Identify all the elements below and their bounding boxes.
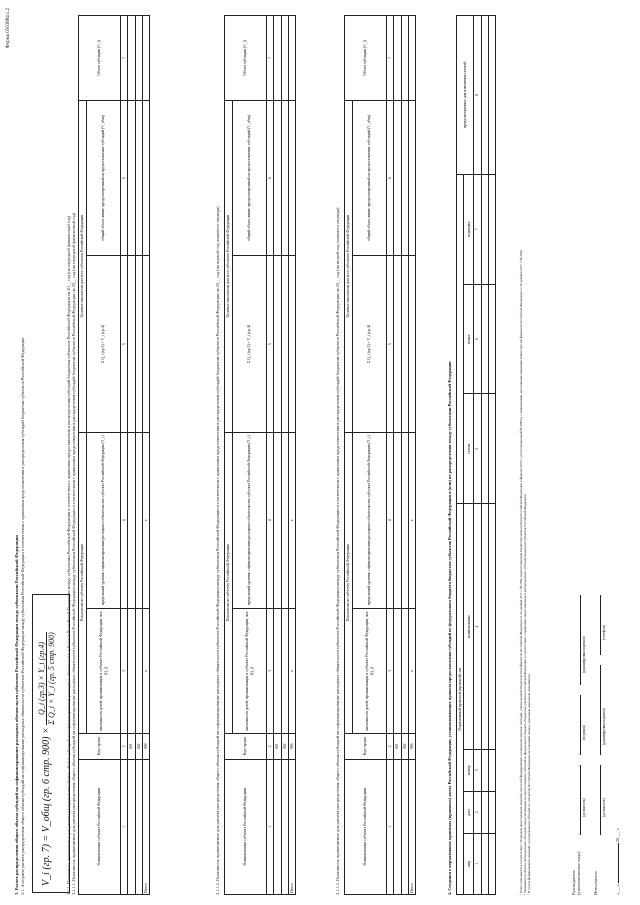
table-cell (281, 100, 288, 256)
t1-total-label: Итого (143, 759, 150, 894)
t2-n6: 6 (267, 100, 274, 256)
table-cell (128, 432, 135, 608)
t1-head-group-indicators: Показатели по субъекту Российской Федерации (79, 432, 87, 733)
table-cell (488, 394, 495, 504)
table-cell (488, 174, 495, 284)
table-cell (128, 608, 135, 733)
t4-n1: 1 (474, 833, 481, 894)
t2-total-code: 900 (289, 734, 296, 759)
table-cell (289, 16, 296, 101)
t4-n4: 4 (474, 504, 481, 750)
t1-n2: 2 (121, 734, 128, 759)
t2-n4: 4 (267, 432, 274, 608)
t4-n3: 3 (474, 749, 481, 791)
head-fio-caption: (расшифровка подписи) (582, 636, 586, 673)
table-cell (488, 16, 495, 175)
table-cell (394, 256, 401, 432)
t3-n4: 4 (387, 432, 394, 608)
t2-head-col3: численность детей, проживающих в субъекте Российской Федерации, чел. (Q_i) (233, 608, 267, 733)
table-cell (481, 394, 488, 504)
t2-head-col7: Объем субсидии (V_i) (225, 16, 267, 101)
footnote-2: ² Указываются объем и распределение субсидий, предусмотренные на предоставление субсидий из федерального бюджета бюджетам субъектов Российской Федерации в соответствии с правилами предоставления и распределения субсидий бюджетам субъектов Российской Федерации (522, 494, 527, 895)
t3-total-x2: x (409, 432, 416, 608)
t2-head-group-indicators: Показатели по субъекту Российской Федерации (225, 432, 233, 733)
t1-head-code: Код строки (79, 734, 121, 759)
table-cell (128, 256, 135, 432)
t2-head-name: Наименование субъекта Российской Федерации (225, 759, 267, 894)
table-cell (128, 100, 135, 256)
t3-head-col5: Σ Q_i (гр.3) × Y_i (гр.4) (353, 256, 387, 432)
t1-n4: 4 (121, 432, 128, 608)
table-cell (401, 608, 408, 733)
table-cell (481, 749, 488, 791)
table-cell (135, 608, 142, 733)
table-cell (409, 16, 416, 101)
t4-head-c3: номер (464, 749, 474, 791)
footnote-1: ¹ Отчет заполняется в соответствии с Порядком представления сведений для целей формирования и изменения перечня субсидий, утвержденный Министерством финансов Российской Федерации от 24 декабря 2017 г. № 259н (зарегистрирован Министерством юстиции Российской Федерации 2 февраля 2018 г., регистрационный № 49865), с изменениями, внесенными приказами Министерства финансов Российской Федерации от 29 декабря 2017 г. № 264н (519, 249, 523, 895)
t4-subhead: Нормативный правовой (правовой) акт (457, 504, 464, 895)
t4-head-c7: подпункт (464, 174, 474, 284)
t1-head-group-calc: Целевые показатели для всех субъектов Российской Федерации (79, 100, 87, 432)
table-cell (488, 749, 495, 791)
table-cell (481, 284, 488, 394)
t1-total-code: 900 (143, 734, 150, 759)
t3-n6: 6 (387, 100, 394, 256)
t4-n5: 5 (474, 394, 481, 504)
date-line (616, 828, 621, 895)
t2-head-col4: предельный уровень софинансирования расходного обязательства субъекта Российской Федерации (Y_i) (233, 432, 267, 608)
t1-row1-code: 001 (128, 734, 135, 759)
t1-n3: 3 (121, 608, 128, 733)
table2 (224, 15, 296, 895)
t4-n8: 8 (474, 16, 481, 175)
table-cell (135, 256, 142, 432)
table-cell (143, 100, 150, 256)
table-cell (135, 432, 142, 608)
table-cell (401, 100, 408, 256)
t3-n3: 3 (387, 608, 394, 733)
table-cell (289, 256, 296, 432)
t1-n6: 6 (121, 100, 128, 256)
t2-row1-code: 001 (274, 734, 281, 759)
t1-head-name: Наименование субъекта Российской Федерации (79, 759, 121, 894)
table-cell (274, 759, 281, 894)
table-cell (274, 432, 281, 608)
table-cell (274, 16, 281, 101)
table-cell (394, 100, 401, 256)
table4 (456, 15, 496, 895)
table-cell (401, 16, 408, 101)
table-cell (143, 16, 150, 101)
table-cell (394, 16, 401, 101)
table-cell (401, 256, 408, 432)
t2-total-x2: x (289, 432, 296, 608)
table1-title: 3.1.1. Показатели, применяемые для расчета распределения общего объема субсидий на софинансирование расходных обязательств субъектов Российской Федерации между субъектами Российской Федерации в соответствии с правилами предоставления и распределения субсидий бюджетам субъектов Российской Федерации на 20__ год (на очередной финансовый год) (66, 215, 71, 895)
t3-head-col6: общий объем лимит, предусмотренный на предоставление субсидий (V_общ) (353, 100, 387, 256)
formula-numerator: Q_i (гр.3) × Y_i (гр.4) (37, 632, 47, 725)
table-cell (481, 16, 488, 175)
section-3-1-title: 3.1. Алгоритм расчета распределения общего объема субсидий на софинансирование расходных обязательств субъектов Российской Федерации между субъектами Российской Федерации в соответствии с правилами предоставления и распределения субсидий бюджетам субъектов Российской Федерации (20, 337, 25, 895)
t2-total-label: Итого (289, 759, 296, 894)
table-cell (401, 759, 408, 894)
table-cell (488, 833, 495, 894)
footnote-3: ³ В случае формирования сведений о распределении субсидий по субъектам Российской Федерации на плановый период, указанные показатели заполняются (526, 674, 531, 895)
table-cell (409, 100, 416, 256)
t3-n5: 5 (387, 256, 394, 432)
t3-head-group-calc: Целевые показатели для всех субъектов Российской Федерации (345, 100, 353, 432)
t2-head-col5: Σ Q_i (гр.3) × Y_i (гр.4) (233, 256, 267, 432)
head-position-caption: (должность) (582, 798, 586, 817)
t4-head-c6: пункт (464, 284, 474, 394)
t1-head-col3: численность детей, проживающих в субъекте Российской Федерации, чел. (Q_i) (87, 608, 121, 733)
table-cell (281, 432, 288, 608)
table1-subtitle: 3.1.1.1. Показатели, применяемые для расчета распределения общего объема субсидий на софинансирование расходных обязательств субъектов Российской Федерации между субъектами Российской Федерации в соответствии с правилами предоставления и распределения субсидий бюджетам субъектов Российской Федерации на 20__ год (на очередной финансовый год) (71, 212, 76, 895)
t3-total-x: x (409, 608, 416, 733)
t4-head-c8: предусмотренные для изменения статьей (457, 16, 474, 175)
t4-n2: 2 (474, 791, 481, 833)
t4-head-c4: наименование (464, 504, 474, 750)
t1-head-col5: Σ Q_i (гр.3) × Y_i (гр.4) (87, 256, 121, 432)
table-cell (394, 432, 401, 608)
table-cell (274, 608, 281, 733)
t2-head-group-calc: Целевые показатели для всех субъектов Российской Федерации (225, 100, 233, 432)
table2-title: 3.1.1.2. Показатели, применяемые для расчета распределения общего объема субсидий на софинансирование расходных обязательств субъектов Российской Федерации между субъектами Российской Федерации в соответствии с правилами предоставления и распределения субсидий бюджетам субъектов Российской Федерации на 20__ год (на первый год планового периода) (215, 206, 220, 895)
table-cell (143, 256, 150, 432)
executor-phone-caption: (телефон) (602, 624, 606, 640)
table3 (344, 15, 416, 895)
section-3-title: 3. Расчет распределения общего объема субсидий на софинансирование расходных обязательств субъектов Российской Федерации между субъектами Российской Федерации (14, 535, 19, 895)
t2-n5: 5 (267, 256, 274, 432)
formula-box (32, 594, 70, 893)
t2-n3: 3 (267, 608, 274, 733)
table-cell (128, 759, 135, 894)
t4-n6: 6 (474, 284, 481, 394)
executor-label: Исполнитель (593, 870, 598, 895)
t1-head-col6: общий объем лимит, предусмотренный на предоставление субсидий (V_общ) (87, 100, 121, 256)
table-cell (409, 256, 416, 432)
table-cell (394, 759, 401, 894)
t2-n7: 7 (267, 16, 274, 101)
form-code: Форма 0503884 с.2 (6, 8, 11, 49)
t3-n2: 2 (387, 734, 394, 759)
t1-n1: 1 (121, 759, 128, 894)
t3-head-code: Код строки (345, 734, 387, 759)
date-prefix: «___» (615, 884, 620, 895)
table-cell (135, 759, 142, 894)
table-cell (481, 833, 488, 894)
t1-total-x2: x (143, 432, 150, 608)
table-cell (128, 16, 135, 101)
t1-head-col4: предельный уровень софинансирования расходного обязательства субъекта Российской Федерации (Y_i) (87, 432, 121, 608)
signature-block (572, 295, 632, 895)
t1-total-x: x (143, 608, 150, 733)
table-cell (289, 100, 296, 256)
t2-head-col6: общий объем лимит, предусмотренный на предоставление субсидий (V_общ) (233, 100, 267, 256)
t3-row1-code: 001 (394, 734, 401, 759)
t1-n5: 5 (121, 256, 128, 432)
table-cell (394, 608, 401, 733)
t1-head-col7: Объем субсидии (V_i) (79, 16, 121, 101)
t4-head-c5: статья (464, 394, 474, 504)
t3-head-col4: предельный уровень софинансирования расходного обязательства субъекта Российской Федерации (Y_i) (353, 432, 387, 608)
footnotes (520, 15, 532, 895)
t3-row2-code: 002 (401, 734, 408, 759)
t4-head-c2: дата (464, 791, 474, 833)
table-cell (488, 791, 495, 833)
table-cell (481, 504, 488, 750)
table-cell (274, 100, 281, 256)
table-cell (401, 432, 408, 608)
t3-total-code: 900 (409, 734, 416, 759)
section-4-title: 4. Сведения о нормативных правовых (правовых) актах Российской Федерации, устанавливающих правила предоставления субсидий из федерального бюджета бюджетам субъектов Российской Федерации и (или) их распределения между субъектами Российской Федерации (447, 361, 452, 895)
t4-head-c1: вид (464, 833, 474, 894)
executor-position-caption: (должность) (602, 798, 606, 817)
t3-head-col3: численность детей, проживающих в субъекте Российской Федерации, чел. (Q_i) (353, 608, 387, 733)
t3-n7: 7 (387, 16, 394, 101)
t2-n1: 1 (267, 759, 274, 894)
t3-total-label: Итого (409, 759, 416, 894)
t3-head-group-indicators: Показатели по субъекту Российской Федерации (345, 432, 353, 733)
t2-head-code: Код строки (225, 734, 267, 759)
table1 (78, 15, 150, 895)
formula-lhs: V_i (гр. 7) = V_общ (гр. 6 стр. 900) × (40, 727, 52, 886)
date-suffix: 20___ г. (615, 827, 620, 843)
formula-denominator: Σ Q_i × Y_i (гр. 5 стр. 900) (47, 632, 57, 725)
table-cell (274, 256, 281, 432)
executor-fio-caption: (расшифровка подписи) (602, 708, 606, 745)
table-cell (481, 174, 488, 284)
formula-fraction (37, 632, 56, 725)
t2-row2-code: 002 (281, 734, 288, 759)
table-cell (135, 16, 142, 101)
head-sign-caption: (подпись) (582, 725, 586, 740)
table-cell (281, 608, 288, 733)
t1-row2-code: 002 (135, 734, 142, 759)
table-cell (281, 759, 288, 894)
table-cell (457, 174, 464, 503)
table-cell (488, 284, 495, 394)
t3-head-col7: Объем субсидии (V_i) (345, 16, 387, 101)
t2-n2: 2 (267, 734, 274, 759)
t3-head-name: Наименование субъекта Российской Федерации (345, 759, 387, 894)
t4-n7: 7 (474, 174, 481, 284)
table-cell (281, 256, 288, 432)
t2-total-x: x (289, 608, 296, 733)
table-cell (135, 100, 142, 256)
table-cell (488, 504, 495, 750)
head-label: Руководитель (уполномоченное лицо) (571, 851, 581, 895)
t1-n7: 7 (121, 16, 128, 101)
table-cell (481, 791, 488, 833)
table3-title: 3.1.1.3. Показатели, применяемые для расчета распределения общего объема субсидий на софинансирование расходных обязательств субъектов Российской Федерации между субъектами Российской Федерации в соответствии с правилами предоставления и распределения субсидий бюджетам субъектов Российской Федерации на 20__ год (на второй год планового периода) (335, 207, 340, 895)
t3-n1: 1 (387, 759, 394, 894)
table-cell (281, 16, 288, 101)
